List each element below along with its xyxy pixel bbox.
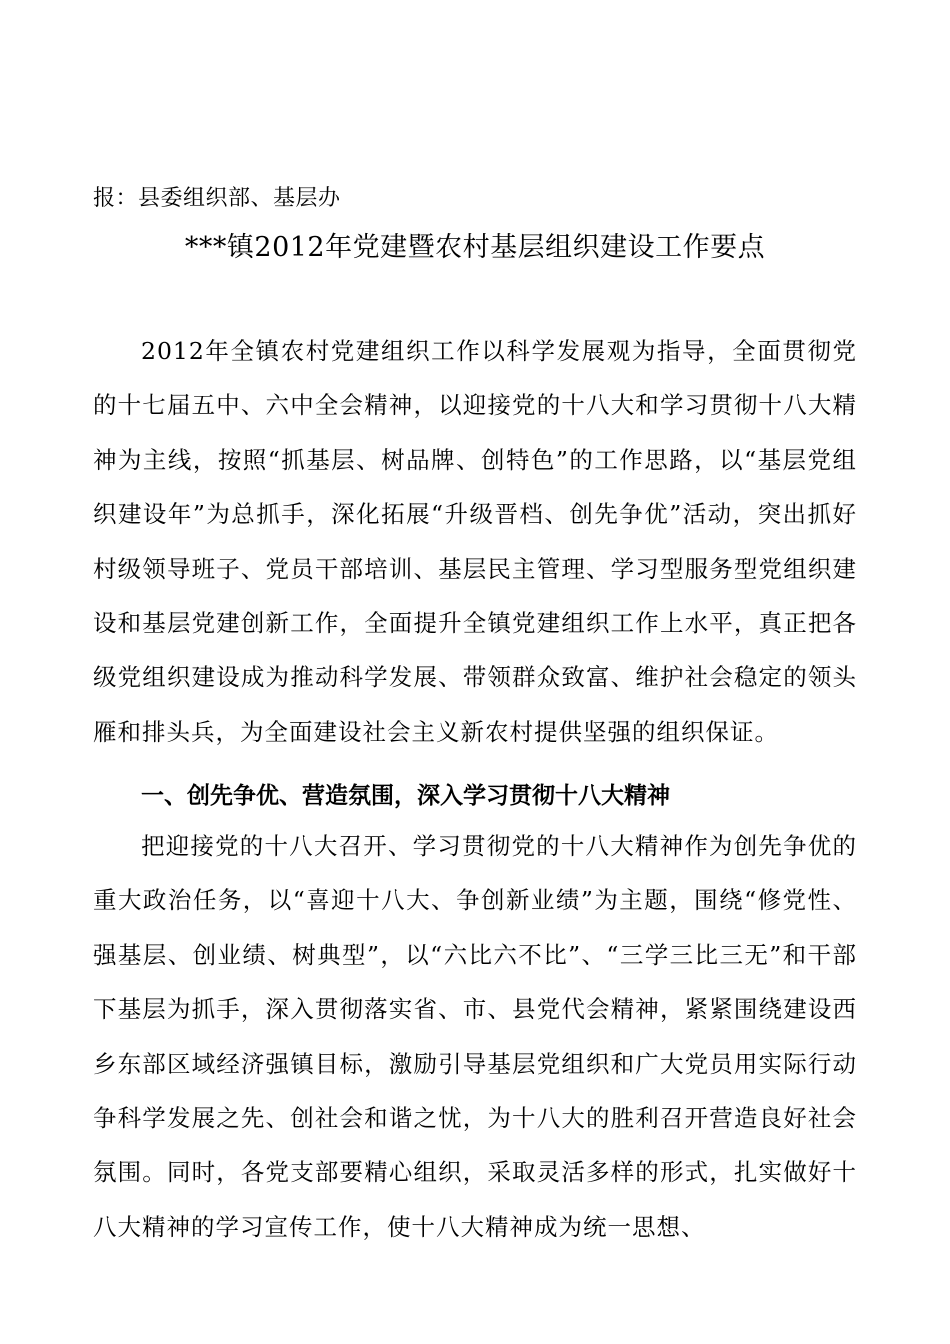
section-1-heading: 一、创先争优、营造氛围，深入学习贯彻十八大精神 [141,783,670,809]
recipient-line: 报：县委组织部、基层办 [93,186,341,211]
intro-paragraph: 2012年全镇农村党建组织工作以科学发展观为指导，全面贯彻党的十七届五中、六中全会精神，以迎接党的十八大和学习贯彻十八大精神为主线，按照“抓基层、树品牌、创特色”的工作思路，以“基层党组织建设年”为总抓手，深化拓展“升级晋档、创先争优”活动，突出抓好村级领导班子、党员干部培训、基层民主管理、学习型服务型党组织建设和基层党建创新工作，全面提升全镇党建组织工作上水平，真正把各级党组织建设成为推动科学发展、带领群众致富、维护社会稳定的领头雁和排头兵，为全面建设社会主义新农村提供坚强的组织保证。 [93,337,857,746]
section-1-paragraph: 把迎接党的十八大召开、学习贯彻党的十八大精神作为创先争优的重大政治任务，以“喜迎十八大、争创新业绩”为主题，围绕“修党性、强基层、创业绩、树典型”，以“六比六不比”、“三学三比三无”和干部下基层为抓手，深入贯彻落实省、市、县党代会精神，紧紧围绕建设西乡东部区域经济强镇目标，激励引导基层党组织和广大党员用实际行动争科学发展之先、创社会和谐之忧，为十八大的胜利召开营造良好社会氛围。同时，各党支部要精心组织，采取灵活多样的形式，扎实做好十八大精神的学习宣传工作，使十八大精神成为统一思想、 [93,832,857,1241]
document-title: ***镇2012年党建暨农村基层组织建设工作要点 [184,232,766,263]
